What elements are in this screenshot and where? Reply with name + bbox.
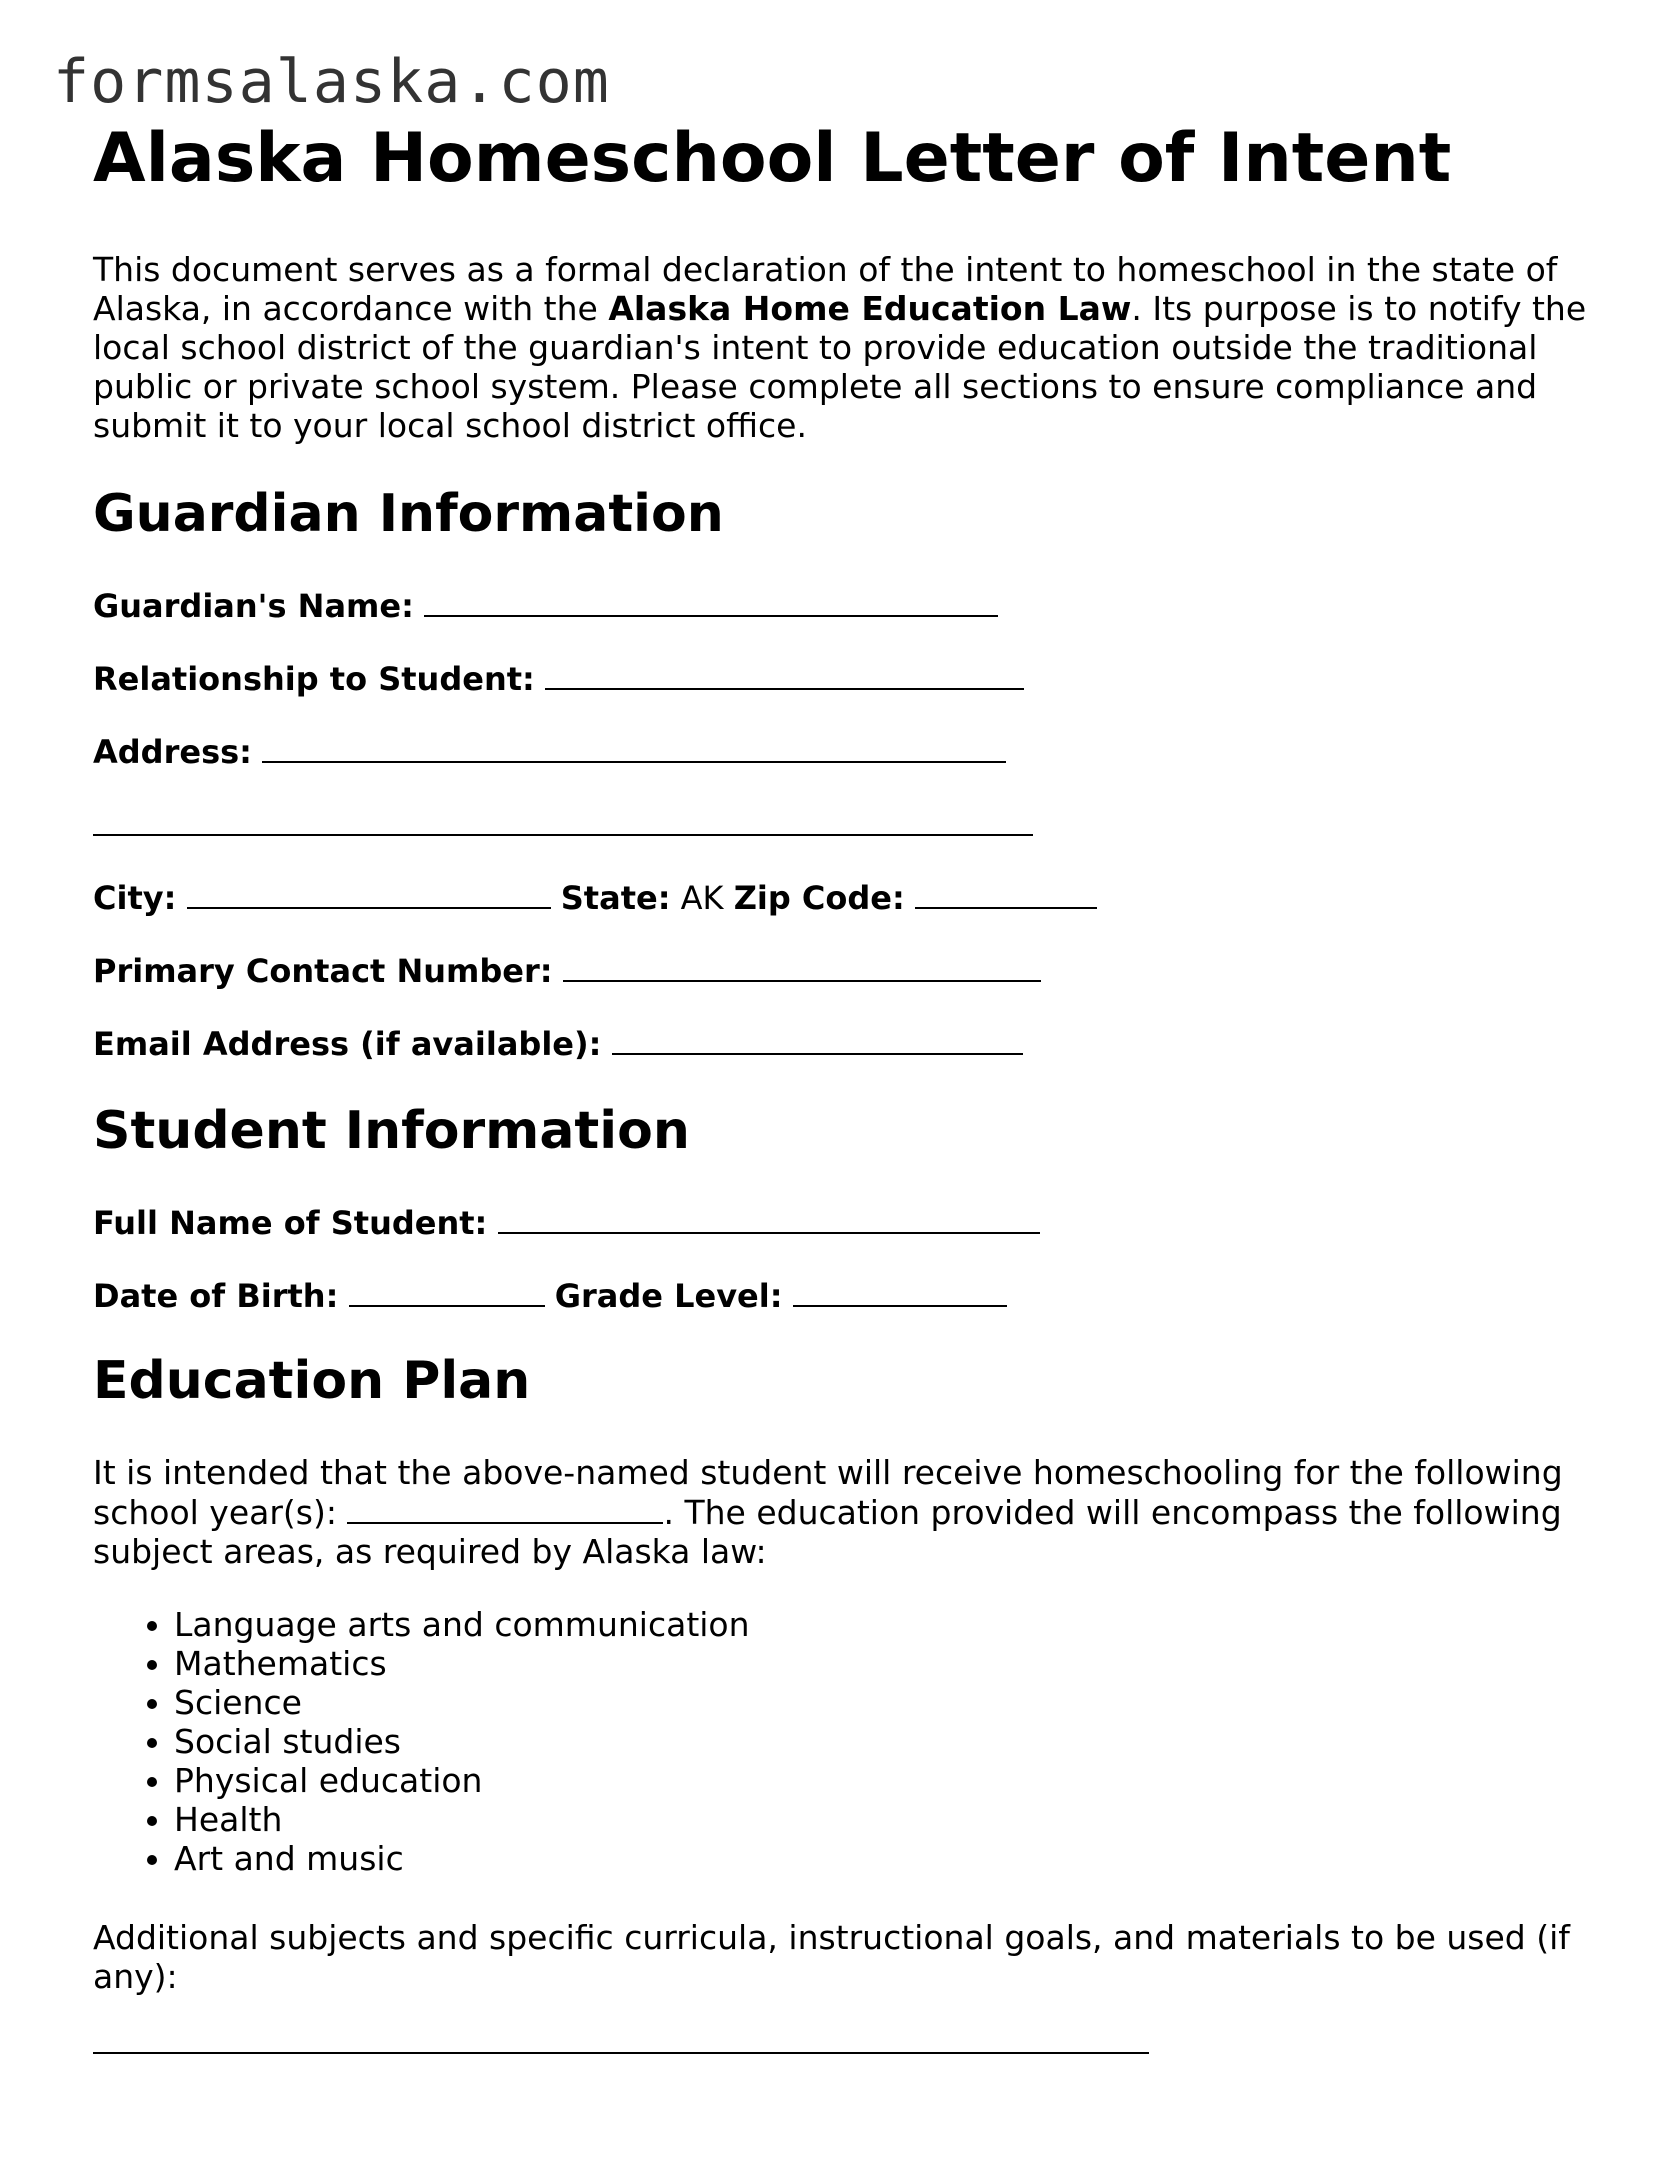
city-label: City: <box>93 878 177 917</box>
address-field <box>93 731 1593 772</box>
subject-item: • Health <box>174 1800 1593 1839</box>
intro-paragraph <box>93 250 1593 445</box>
additional-subjects-line <box>93 2052 1149 2054</box>
student-name-field <box>93 1202 1593 1243</box>
relationship-label: Relationship to Student: <box>93 659 535 698</box>
intro-text-end: . Its purpose is to notify the local school district of the guardian's intent to provide education outside the traditional public or private school system. Please complete all sections to ensure compliance and submit it to your local school district office. <box>93 288 1587 445</box>
relationship-field <box>93 658 1593 699</box>
email-blank[interactable] <box>612 1023 1023 1055</box>
phone-field <box>93 950 1593 991</box>
subject-item: • Physical education <box>174 1761 1593 1800</box>
education-plan-paragraph <box>93 1453 1593 1571</box>
document-body <box>93 118 1593 2054</box>
intro-text-start: This document serves as a formal declaration of the intent to homeschool in the state of Alaska, in accordance with the <box>93 249 1558 328</box>
subject-list <box>93 1605 1593 1878</box>
subject-item: • Art and music <box>174 1839 1593 1878</box>
guardian-name-field <box>93 585 1593 626</box>
dob-grade-field <box>93 1275 1593 1316</box>
subject-item: • Social studies <box>174 1722 1593 1761</box>
student-name-label: Full Name of Student: <box>93 1204 488 1243</box>
email-label: Email Address (if available): <box>93 1024 602 1063</box>
student-name-blank[interactable] <box>498 1202 1040 1234</box>
subject-item: • Language arts and communication <box>174 1605 1593 1644</box>
intro-law-name: Alaska Home Education Law <box>608 288 1132 328</box>
additional-subjects-prompt: Additional subjects and specific curricula, instructional goals, and materials to be used (if any): <box>93 1917 1570 1996</box>
page-title: Alaska Homeschool Letter of Intent <box>93 119 1452 198</box>
state-label: State: <box>560 878 671 917</box>
plan-text-start: It is intended that the above-named student will receive homeschooling for the following school year(s): <box>93 1452 1563 1532</box>
subject-item: • Mathematics <box>174 1644 1593 1683</box>
watermark: formsalaska.com <box>53 47 610 117</box>
additional-subjects-blank[interactable] <box>93 2052 1149 2054</box>
section-heading-student: Student Information <box>93 1100 690 1161</box>
dob-label: Date of Birth: <box>93 1277 339 1316</box>
subject-item: • Science <box>174 1683 1593 1722</box>
guardian-name-blank[interactable] <box>424 585 998 617</box>
zip-label: Zip Code: <box>733 878 905 917</box>
address-line-2-blank[interactable] <box>93 804 1033 836</box>
plan-text-end: . The education provided will encompass the following subject areas, as required by Alaska law: <box>93 1492 1562 1571</box>
grade-label: Grade Level: <box>554 1277 783 1316</box>
email-field <box>93 1023 1593 1064</box>
grade-blank[interactable] <box>793 1275 1007 1307</box>
relationship-blank[interactable] <box>545 658 1024 690</box>
dob-blank[interactable] <box>349 1275 545 1307</box>
address-label: Address: <box>93 732 252 771</box>
city-blank[interactable] <box>187 877 551 909</box>
section-heading-education: Education Plan <box>93 1351 531 1412</box>
phone-blank[interactable] <box>563 950 1041 982</box>
address-blank[interactable] <box>262 731 1006 763</box>
section-heading-guardian: Guardian Information <box>93 483 724 544</box>
address-line-2-field <box>93 804 1593 845</box>
phone-label: Primary Contact Number: <box>93 951 553 990</box>
school-year-blank[interactable] <box>347 1492 663 1524</box>
guardian-name-label: Guardian's Name: <box>93 586 414 625</box>
city-state-zip-field <box>93 877 1593 918</box>
state-value: AK <box>680 878 724 917</box>
zip-blank[interactable] <box>915 877 1097 909</box>
